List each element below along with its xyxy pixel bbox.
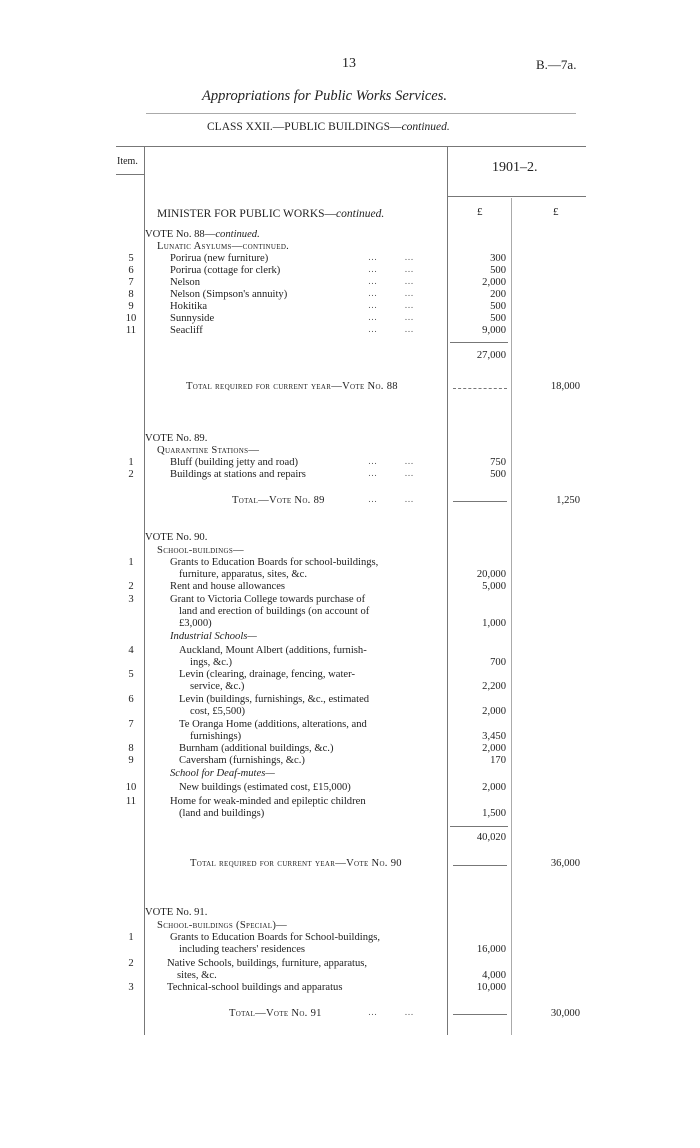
vote-88-subtotal-rule (450, 342, 508, 343)
vote-90-heading: VOTE No. 90. (145, 532, 208, 543)
item-description-continued: ings, &c.) (190, 657, 233, 668)
page-reference: B.—7a. (536, 57, 577, 72)
vote-88-dash (453, 388, 507, 389)
item-description: Burnham (additional buildings, &c.) (179, 743, 334, 754)
pound-sign-totals: £ (553, 206, 559, 218)
vote-90-total-label-text: Total required for current year—Vote No. 90 (190, 858, 402, 869)
leader-dots: … … (368, 252, 416, 262)
item-amount: 500 (490, 265, 506, 276)
vote-89-heading: VOTE No. 89. (145, 433, 208, 444)
vote-90-total: 36,000 (550, 858, 580, 869)
item-amount: 1,000 (482, 618, 506, 629)
deaf-mutes-heading: School for Deaf-mutes— (170, 768, 275, 779)
item-number: 2 (128, 469, 134, 480)
leader-dots: … … (368, 276, 416, 286)
item-description-continued: service, &c.) (190, 681, 245, 692)
item-number: 1 (128, 932, 134, 943)
item-number: 5 (128, 253, 134, 264)
item-amount: 500 (490, 301, 506, 312)
item-amount: 3,450 (482, 731, 506, 742)
item-description-continued: furnishings) (190, 731, 242, 742)
vote-91-total: 30,000 (550, 1008, 580, 1019)
item-description: Te Oranga Home (additions, alterations, and (179, 719, 367, 730)
vote-90-subtotal-rule (450, 826, 508, 827)
item-number: 3 (128, 594, 134, 605)
item-description-continued: (land and buildings) (179, 808, 265, 819)
item-amount: 2,000 (482, 277, 506, 288)
item-number: 7 (128, 719, 134, 730)
item-number: 6 (128, 694, 134, 705)
item-number: 11 (125, 796, 137, 807)
leader-dots: … … (368, 494, 416, 504)
item-number: 7 (128, 277, 134, 288)
item-amount: 2,000 (482, 743, 506, 754)
item-description: Grant to Victoria College towards purchase of (170, 594, 366, 605)
item-amount: 4,000 (482, 970, 506, 981)
item-number: 10 (125, 782, 137, 793)
item-number: 2 (128, 958, 134, 969)
page-number: 13 (342, 56, 356, 71)
vote-91-dash (453, 1014, 507, 1015)
item-column-rule (144, 146, 145, 1035)
class-heading (207, 121, 450, 133)
item-number: 6 (128, 265, 134, 276)
vote-91-subheading: School-buildings (Special)— (157, 920, 288, 931)
vote-91-heading: VOTE No. 91. (145, 907, 208, 918)
class-heading-continued: continued. (401, 121, 450, 133)
minister-heading-main: MINISTER FOR PUBLIC WORKS— (157, 208, 337, 220)
item-description-continued: sites, &c. (177, 970, 217, 981)
vote-89-total: 1,250 (556, 495, 580, 506)
class-heading-main: CLASS XXII.—PUBLIC BUILDINGS— (207, 121, 402, 133)
item-description-continued: cost, £5,500) (190, 706, 246, 717)
item-description: Nelson (Simpson's annuity) (170, 289, 288, 300)
item-description: Hokitika (170, 301, 208, 312)
item-number: 1 (128, 557, 134, 568)
vote-88-subheading: Lunatic Asylums—continued. (157, 241, 290, 252)
pound-sign-items: £ (477, 206, 483, 218)
item-description: Levin (buildings, furnishings, &c., estimated (179, 694, 370, 705)
item-description: Home for weak-minded and epileptic children (170, 796, 366, 807)
minister-heading (157, 208, 384, 220)
item-amount: 5,000 (482, 581, 506, 592)
item-description: Bluff (building jetty and road) (170, 457, 299, 468)
vote-88-subtotal: 27,000 (476, 350, 506, 361)
minister-heading-continued: continued. (336, 208, 385, 220)
item-number: 11 (125, 325, 137, 336)
item-amount: 500 (490, 469, 506, 480)
item-amount: 9,000 (482, 325, 506, 336)
leader-dots: … … (368, 264, 416, 274)
item-number: 9 (128, 301, 134, 312)
item-description-continued: land and erection of buildings (on account of (179, 606, 370, 617)
leader-dots: … … (368, 288, 416, 298)
industrial-schools-heading: Industrial Schools— (170, 631, 257, 642)
leader-dots: … … (368, 468, 416, 478)
vote-89-dash (453, 501, 507, 502)
item-amount: 2,200 (482, 681, 506, 692)
item-description: Rent and house allowances (170, 581, 286, 592)
item-number: 4 (128, 645, 134, 656)
item-amount: 750 (490, 457, 506, 468)
leader-dots: … … (368, 456, 416, 466)
vote-88-total-label (186, 381, 398, 393)
item-amount: 2,000 (482, 706, 506, 717)
vote-90-subtotal: 40,020 (476, 832, 506, 843)
title-rule (146, 113, 576, 114)
item-amount: 200 (490, 289, 506, 300)
leader-dots: … … (368, 324, 416, 334)
year-header-rule (447, 196, 586, 197)
vote-89-total-label: Total—Vote No. 89 (232, 495, 325, 506)
amount-column-rule (511, 198, 512, 1035)
item-number: 3 (128, 982, 134, 993)
item-amount: 1,500 (482, 808, 506, 819)
item-number: 8 (128, 289, 134, 300)
item-description: Native Schools, buildings, furniture, apparatus, (167, 958, 368, 969)
item-description: Grants to Education Boards for School-buildings, (170, 932, 381, 943)
vote-88-total-label-text: Total required for current year—Vote No. 88 (186, 381, 398, 392)
item-number: 1 (128, 457, 134, 468)
item-description-continued: £3,000) (179, 618, 212, 629)
leader-dots: … … (368, 1007, 416, 1017)
leader-dots: … … (368, 312, 416, 322)
item-description: Levin (clearing, drainage, fencing, water- (179, 669, 355, 680)
vote-91-total-label: Total—Vote No. 91 (229, 1008, 322, 1019)
vote-88-heading (145, 229, 260, 241)
year-column-header: 1901–2. (492, 160, 538, 175)
item-amount: 300 (490, 253, 506, 264)
item-amount: 700 (490, 657, 506, 668)
vote-90-dash (453, 865, 507, 866)
item-description: Sunnyside (170, 313, 215, 324)
item-number: 9 (128, 755, 134, 766)
item-description: Technical-school buildings and apparatus (167, 982, 343, 993)
vote-88-heading-main: VOTE No. 88— (145, 229, 216, 240)
item-description: Seacliff (170, 325, 203, 336)
item-description: Buildings at stations and repairs (170, 469, 306, 480)
item-description: Nelson (170, 277, 201, 288)
item-number: 2 (128, 581, 134, 592)
item-description: Porirua (cottage for clerk) (170, 265, 281, 276)
item-description-continued: including teachers' residences (179, 944, 306, 955)
leader-dots: … … (368, 300, 416, 310)
item-number: 5 (128, 669, 134, 680)
item-amount: 16,000 (476, 944, 506, 955)
page-title: Appropriations for Public Works Services. (202, 88, 448, 104)
item-amount: 170 (490, 755, 506, 766)
vote-88-heading-continued: continued. (215, 229, 260, 240)
item-description: New buildings (estimated cost, £15,000) (179, 782, 351, 793)
item-number: 8 (128, 743, 134, 754)
item-amount: 500 (490, 313, 506, 324)
item-number: 10 (125, 313, 137, 324)
vote-90-subheading: School-buildings— (157, 545, 244, 556)
item-description: Auckland, Mount Albert (additions, furnish- (179, 645, 367, 656)
item-description: Porirua (new furniture) (170, 253, 269, 264)
vote-88-total: 18,000 (550, 381, 580, 392)
item-header-rule (116, 174, 144, 175)
item-amount: 10,000 (476, 982, 506, 993)
item-description: Caversham (furnishings, &c.) (179, 755, 305, 766)
item-description: Grants to Education Boards for school-buildings, (170, 557, 379, 568)
vote-90-total-label (190, 858, 402, 870)
item-amount: 2,000 (482, 782, 506, 793)
item-description-continued: furniture, apparatus, sites, &c. (179, 569, 307, 580)
vote-89-subheading: Quarantine Stations— (157, 445, 260, 456)
item-column-header: Item. (117, 156, 138, 167)
item-amount: 20,000 (476, 569, 506, 580)
table-top-rule (116, 146, 586, 147)
